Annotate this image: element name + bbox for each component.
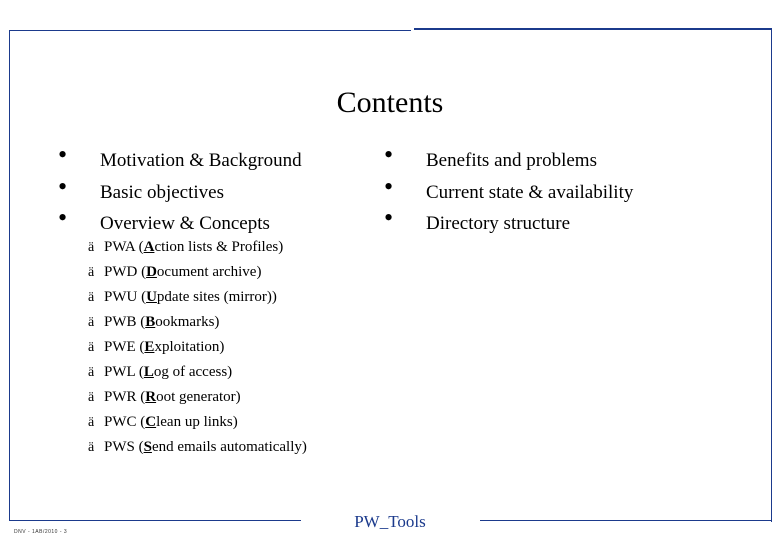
sub-list-item: ä PWL (Log of access): [88, 364, 233, 380]
frame-top-line-thick: [414, 28, 772, 30]
bullet-icon: •: [58, 140, 68, 169]
bullet-icon: •: [384, 140, 394, 169]
list-item: [384, 203, 633, 245]
sub-list-item: ä PWE (Exploitation): [88, 339, 225, 355]
bullet-icon: •: [58, 203, 68, 232]
list-item-label: Motivation & Background: [100, 150, 302, 171]
frame-bottom-left-line: [9, 520, 301, 521]
list-item: [58, 140, 302, 182]
sub-list-item: ä PWS (Send emails automatically): [88, 439, 307, 455]
left-bullet-list: [58, 140, 302, 245]
arrow-bullet-icon: ä: [88, 340, 95, 355]
footer-title: PW_Tools: [354, 512, 426, 531]
list-item: [384, 140, 633, 182]
bullet-icon: •: [384, 203, 394, 232]
arrow-bullet-icon: ä: [88, 390, 95, 405]
frame-top-line: [9, 30, 411, 31]
arrow-bullet-icon: ä: [88, 265, 95, 280]
list-item-label: Directory structure: [426, 213, 571, 234]
sub-list-item: ä PWC (Clean up links): [88, 414, 238, 430]
sub-list-item: ä PWD (Document archive): [88, 264, 262, 280]
arrow-bullet-icon: ä: [88, 365, 95, 380]
arrow-bullet-icon: ä: [88, 440, 95, 455]
arrow-bullet-icon: ä: [88, 240, 95, 255]
sub-list-item: ä PWR (Root generator): [88, 389, 241, 405]
sub-list-item: ä PWB (Bookmarks): [88, 314, 220, 330]
list-item-label: Current state & availability: [426, 181, 634, 203]
arrow-bullet-icon: ä: [88, 290, 95, 305]
list-item-label: Basic objectives: [100, 181, 224, 203]
slide-title: Contents: [336, 86, 444, 119]
list-item: [58, 171, 302, 214]
list-item: [384, 171, 634, 214]
bullet-icon: •: [384, 171, 394, 201]
sub-list-item: ä PWA (Action lists & Profiles): [88, 239, 284, 255]
bullet-icon: •: [58, 171, 68, 201]
slide-id: DNV - 1AB/2010 - 3: [14, 529, 68, 535]
arrow-bullet-icon: ä: [88, 415, 95, 430]
list-item-label: Overview & Concepts: [100, 213, 270, 234]
frame-bottom-right-line: [480, 520, 772, 521]
sub-bullet-list: [88, 238, 307, 463]
sub-list-item: ä PWU (Update sites (mirror)): [88, 289, 277, 305]
right-bullet-list: [384, 140, 634, 245]
list-item-label: Benefits and problems: [426, 150, 597, 171]
arrow-bullet-icon: ä: [88, 315, 95, 330]
